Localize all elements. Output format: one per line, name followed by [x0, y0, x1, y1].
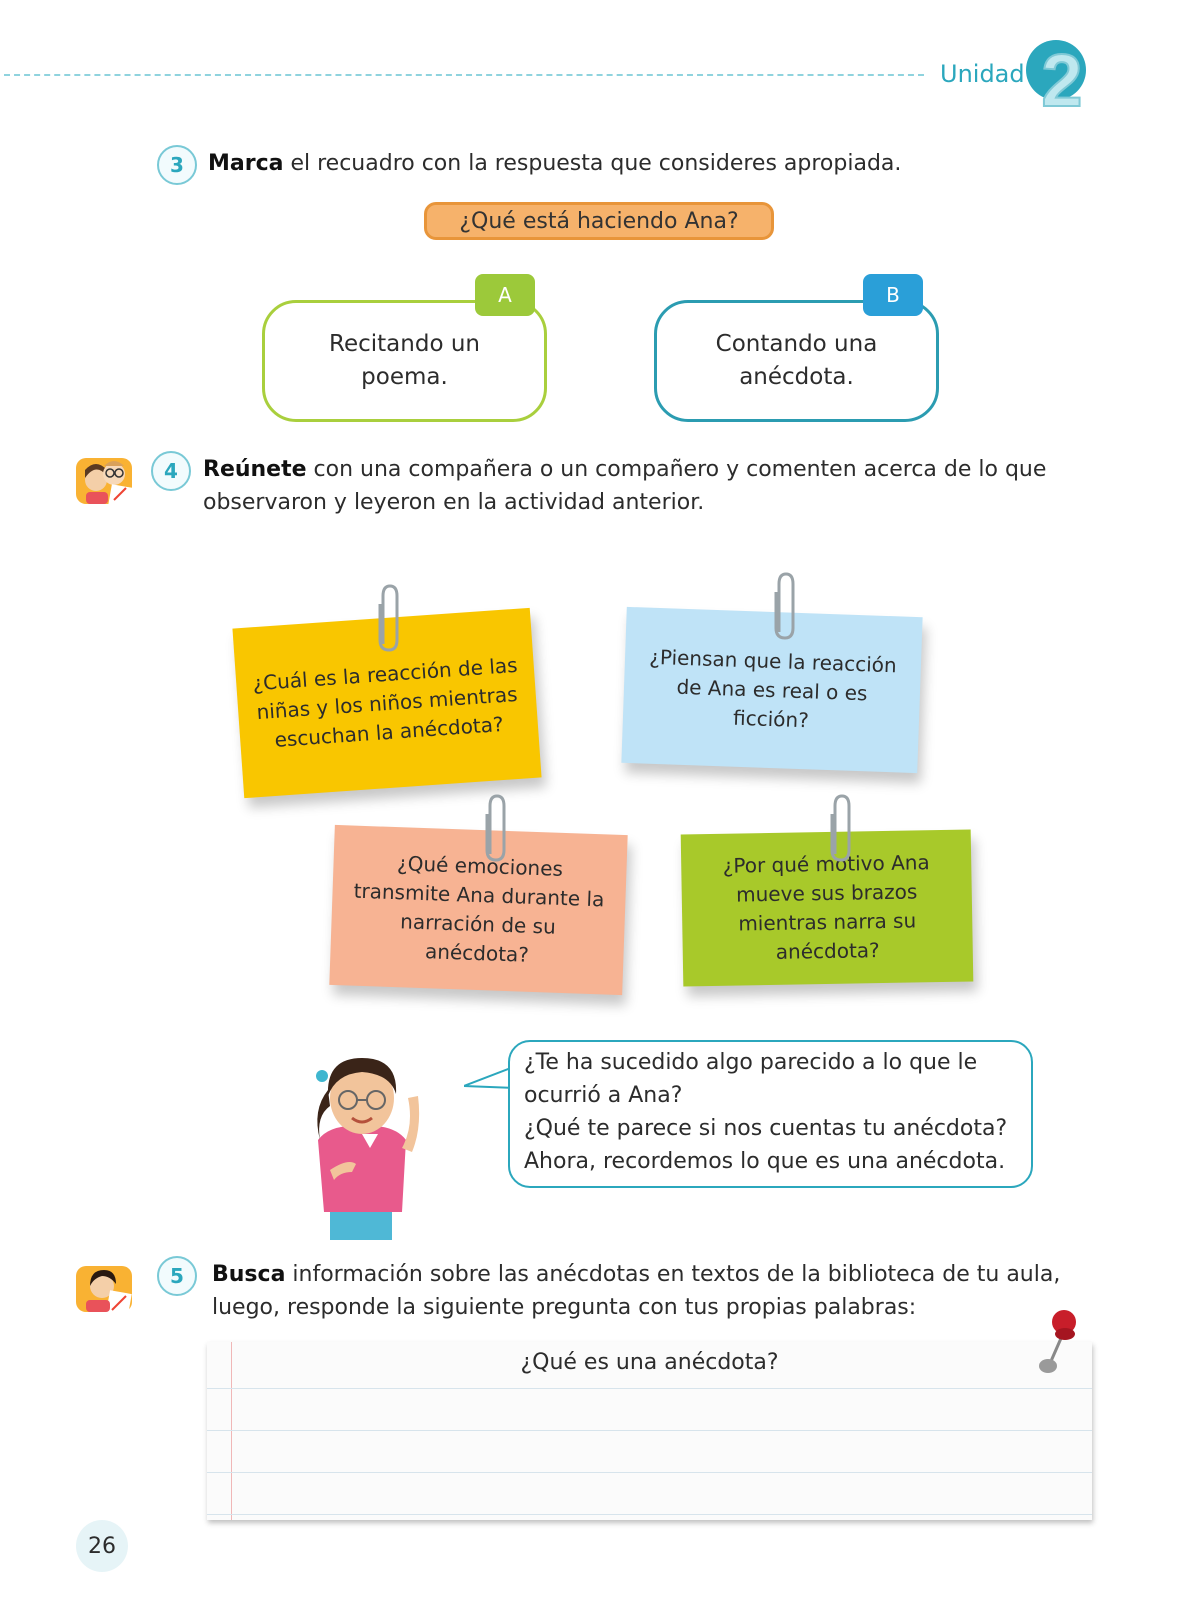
step-5-instruction: [212, 1258, 1092, 1324]
girl-illustration: [290, 1040, 440, 1240]
unit-badge-icon: [1026, 32, 1090, 116]
step-5-badge: 5: [157, 1256, 197, 1296]
step-3-text: el recuadro con la respuesta que consideres apropiada.: [283, 151, 902, 176]
speech-line-3: ¿Qué te parece si nos cuentas tu anécdota?: [524, 1116, 1008, 1141]
step-4-instruction: [203, 453, 1083, 519]
notebook-question: ¿Qué es una anécdota?: [520, 1350, 779, 1375]
step-4-verb: Reúnete: [203, 457, 307, 482]
option-b-tag: B: [863, 274, 923, 316]
step-3-verb: Marca: [208, 151, 284, 176]
answer-notebook[interactable]: [207, 1342, 1092, 1520]
notebook-rule: [207, 1430, 1092, 1431]
speech-line-4: Ahora, recordemos lo que es una anécdota.: [524, 1149, 1006, 1174]
sticky-note-yellow: ¿Cuál es la reacción de las niñas y los niños mientras escuchan la anécdota?: [232, 608, 541, 798]
step-5-verb: Busca: [212, 1262, 286, 1287]
step-4-text: con una compañera o un compañero y comenten acerca de lo que observaron y leyeron en la actividad anterior.: [203, 457, 1047, 515]
step-5-text: información sobre las anécdotas en textos de la biblioteca de tu aula, luego, responde la siguiente pregunta con tus propias palabras:: [212, 1262, 1061, 1320]
step-3-badge: 3: [157, 145, 197, 185]
notebook-rule: [207, 1472, 1092, 1473]
paper-clip-icon: [826, 792, 856, 864]
sticky-note-salmon: ¿Qué emociones transmite Ana durante la narración de su anécdota?: [329, 825, 627, 995]
unit-label: Unidad: [940, 60, 1025, 88]
option-b-line1: Contando una: [715, 331, 878, 357]
sticky-note-green: ¿Por qué motivo Ana mueve sus brazos mientras narra su anécdota?: [681, 829, 974, 986]
page-number: 26: [76, 1520, 128, 1572]
step-3-instruction: [208, 147, 1108, 180]
speech-bubble: [508, 1040, 1033, 1188]
paper-clip-icon: [374, 582, 404, 654]
notebook-rule: [207, 1514, 1092, 1515]
paper-clip-icon: [770, 570, 800, 642]
option-a-line2: poema.: [361, 364, 448, 390]
speech-line-2: ocurrió a Ana?: [524, 1083, 683, 1108]
paper-clip-icon: [481, 792, 511, 864]
notebook-rule: [207, 1388, 1092, 1389]
unit-number: 2: [1041, 39, 1083, 116]
header-dashed-rule: [4, 74, 924, 76]
girl-writing-icon: [74, 1262, 136, 1320]
option-a-line1: Recitando un: [329, 331, 480, 357]
sticky-note-blue: ¿Piensan que la reacción de Ana es real o es ficción?: [621, 607, 922, 773]
kids-pair-icon: [74, 452, 136, 510]
option-b-line2: anécdota.: [739, 364, 854, 390]
step-4-badge: 4: [151, 451, 191, 491]
push-pin-icon: [1038, 1306, 1086, 1376]
option-a-box[interactable]: [262, 300, 547, 422]
speech-line-1: ¿Te ha sucedido algo parecido a lo que le: [524, 1050, 978, 1075]
option-a-tag: A: [475, 274, 535, 316]
question-pill: ¿Qué está haciendo Ana?: [424, 202, 774, 240]
option-b-box[interactable]: [654, 300, 939, 422]
